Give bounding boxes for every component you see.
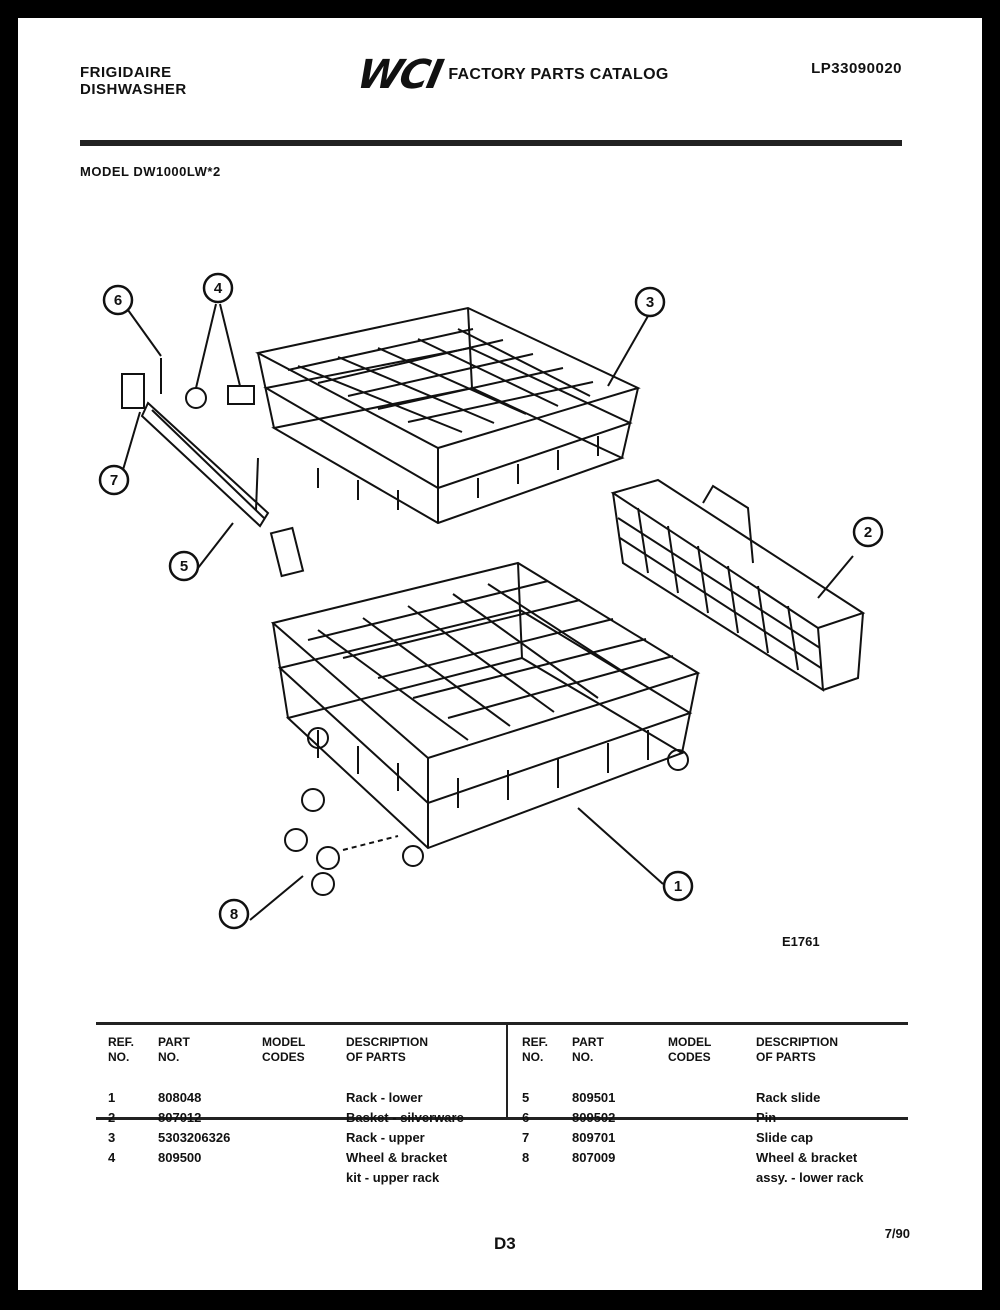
row-part: 809701 (572, 1130, 616, 1145)
header-ref-line2: NO. (108, 1050, 130, 1064)
header-codes-right-line1: MODEL (668, 1035, 712, 1049)
row-part: 807012 (158, 1110, 202, 1125)
wci-logo: WCI (353, 52, 446, 98)
header-part-line2: NO. (158, 1050, 180, 1064)
header-ref-right-line2: NO. (522, 1050, 544, 1064)
row-part: 808048 (158, 1090, 202, 1105)
left-rows (102, 1090, 502, 1190)
header-ref-right (522, 1035, 548, 1065)
callout-3-label: 3 (645, 294, 655, 311)
upper-rack-drawing (258, 308, 638, 523)
silverware-basket-drawing (613, 480, 863, 690)
header-codes-right-line2: CODES (668, 1050, 711, 1064)
row-desc: Wheel & bracket (346, 1150, 448, 1165)
header-codes-line2: CODES (262, 1050, 305, 1064)
row-part: 809501 (572, 1090, 616, 1105)
table-row-continuation (102, 1170, 502, 1190)
row-ref: 4 (108, 1150, 116, 1165)
row-desc: Slide cap (756, 1130, 814, 1145)
row-ref: 2 (108, 1110, 116, 1125)
header-codes (262, 1035, 305, 1065)
model-number: MODEL DW1000LW*2 (80, 164, 221, 179)
row-part: 809502 (572, 1110, 616, 1125)
row-desc-line2: kit - upper rack (346, 1170, 440, 1185)
row-desc: Rack - upper (346, 1130, 425, 1145)
header-part (158, 1035, 190, 1065)
lower-rack-drawing (273, 563, 698, 866)
exploded-parts-diagram (18, 18, 982, 1018)
table-row (516, 1090, 916, 1110)
header-part-right-line2: NO. (572, 1050, 594, 1064)
row-desc: Rack - lower (346, 1090, 423, 1105)
row-part: 809500 (158, 1150, 202, 1165)
upper-wheel-kit-drawing (186, 386, 254, 408)
row-desc: Basket - silverware (346, 1110, 464, 1125)
rack-slide-drawing (142, 403, 303, 576)
callout-4-label: 4 (213, 280, 223, 297)
header-desc-line1: DESCRIPTION (346, 1035, 429, 1049)
row-ref: 6 (522, 1110, 530, 1125)
revision-date: 7/90 (884, 1226, 910, 1241)
header-desc (346, 1035, 428, 1065)
header-desc-line2: OF PARTS (346, 1050, 406, 1064)
table-row (102, 1130, 502, 1150)
table-row (102, 1110, 502, 1130)
row-ref: 5 (522, 1090, 530, 1105)
table-row (516, 1130, 916, 1150)
header-desc-right-line1: DESCRIPTION (756, 1035, 839, 1049)
row-desc: Rack slide (756, 1090, 821, 1105)
callout-8-label: 8 (229, 906, 239, 923)
table-row (102, 1090, 502, 1110)
row-desc-line2: assy. - lower rack (756, 1170, 864, 1185)
row-ref: 3 (108, 1130, 116, 1145)
callout-1-label: 1 (673, 878, 683, 895)
callout-5-label: 5 (179, 558, 189, 575)
row-desc: Wheel & bracket (756, 1150, 858, 1165)
page-number: D3 (494, 1234, 516, 1253)
header-desc-right-line2: OF PARTS (756, 1050, 816, 1064)
row-ref: 1 (108, 1090, 116, 1105)
product-name: DISHWASHER (80, 81, 187, 98)
catalog-page (18, 18, 982, 1290)
header-codes-right (668, 1035, 711, 1065)
callout-6-label: 6 (113, 292, 123, 309)
header-part-line1: PART (158, 1035, 190, 1049)
row-ref: 7 (522, 1130, 530, 1145)
catalog-title: FACTORY PARTS CATALOG (448, 66, 669, 83)
header-codes-line1: MODEL (262, 1035, 306, 1049)
header-part-right (572, 1035, 604, 1065)
right-rows (516, 1090, 916, 1190)
header-ref-line1: REF. (108, 1035, 135, 1049)
header-desc-right (756, 1035, 838, 1065)
slide-cap-drawing (122, 374, 144, 408)
header-part-right-line1: PART (572, 1035, 604, 1049)
header-ref (108, 1035, 134, 1065)
table-row (516, 1110, 916, 1130)
row-ref: 8 (522, 1150, 530, 1165)
table-row (102, 1150, 502, 1170)
catalog-number: LP33090020 (811, 60, 902, 77)
row-part: 807009 (572, 1150, 616, 1165)
row-desc: Pin (756, 1110, 777, 1125)
callout-2-label: 2 (863, 524, 873, 541)
callout-7-label: 7 (109, 472, 119, 489)
header-ref-right-line1: REF. (522, 1035, 549, 1049)
table-row-continuation (516, 1170, 916, 1190)
figure-id: E1761 (782, 934, 820, 949)
table-column-divider (506, 1025, 508, 1117)
table-row (516, 1150, 916, 1170)
row-part: 5303206326 (158, 1130, 231, 1145)
brand-name: FRIGIDAIRE (80, 64, 172, 81)
